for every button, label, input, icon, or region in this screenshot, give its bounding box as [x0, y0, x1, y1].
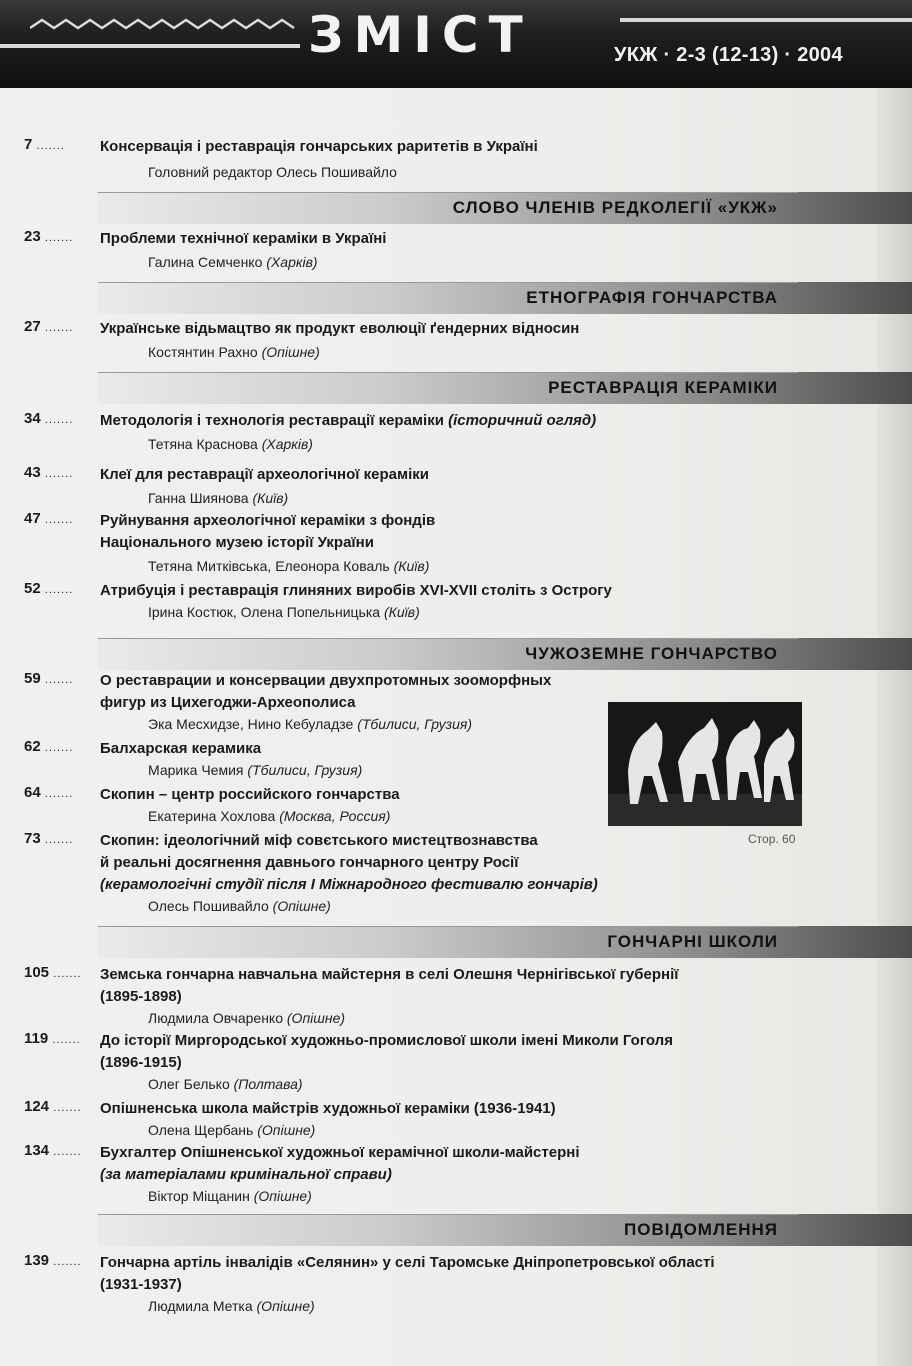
page-number: 62 .......	[24, 738, 74, 755]
section-label: ГОНЧАРНІ ШКОЛИ	[607, 932, 778, 951]
page-number: 47 .......	[24, 510, 74, 527]
page-number: 73 .......	[24, 830, 74, 847]
section-header	[98, 638, 912, 670]
entry-title: До історії Миргородської художньо-промислової школи імені Миколи Гоголя (1896-1915)	[100, 1032, 673, 1071]
page-number: 64 .......	[24, 784, 74, 801]
page-number: 105 .......	[24, 964, 82, 981]
entry-title: Балхарская керамика	[100, 740, 262, 757]
entry-author: Эка Месхидзе, Нино Кебуладзе (Тбилиси, Грузия)	[148, 716, 473, 732]
entry-author: Ірина Костюк, Олена Попельницька (Київ)	[148, 604, 420, 620]
entry-title: Опішненська школа майстрів художньої кераміки (1936-1941)	[100, 1100, 556, 1117]
page-number: 124 .......	[24, 1098, 82, 1115]
entry-author: Людмила Метка (Опішне)	[148, 1298, 315, 1314]
entry-author: Головний редактор Олесь Пошивайло	[148, 164, 397, 180]
entry-title: Клеї для реставрації археологічної кераміки	[100, 466, 430, 483]
entry-author: Віктор Міщанин (Опішне)	[148, 1188, 312, 1204]
entry-title: Атрибуція і реставрація глиняних виробів XVI-XVII століть з Острогу	[100, 582, 612, 599]
entry-title: Гончарна артіль інвалідів «Селянин» у селі Таромське Дніпропетровської області (1931-1937)	[100, 1254, 715, 1293]
entry-author: Олег Белько (Полтава)	[148, 1076, 303, 1092]
page-number: 52 .......	[24, 580, 74, 597]
page-number: 119 .......	[24, 1030, 81, 1047]
section-header	[98, 192, 912, 224]
zoomorphic-figures-photo	[608, 702, 802, 826]
section-label: ЕТНОГРАФІЯ ГОНЧАРСТВА	[526, 288, 778, 307]
page-title: ЗМІСТ	[308, 6, 533, 64]
entry-title: Бухгалтер Опішненської художньої керамічної школи-майстерні (за матеріалами кримінальної справи)	[100, 1144, 580, 1183]
page-number: 43 .......	[24, 464, 74, 481]
page-number: 134 .......	[24, 1142, 82, 1159]
entry-title: Земська гончарна навчальна майстерня в селі Олешня Чернігівської губернії (1895-1898)	[100, 966, 679, 1005]
page-number: 27 .......	[24, 318, 74, 335]
entry-author: Тетяна Краснова (Харків)	[148, 436, 313, 452]
section-label: ЧУЖОЗЕМНЕ ГОНЧАРСТВО	[525, 644, 778, 663]
entry-author: Екатерина Хохлова (Москва, Россия)	[148, 808, 391, 824]
entry-author: Ганна Шиянова (Київ)	[148, 490, 289, 506]
entry-title: Скопин – центр российского гончарства	[100, 786, 400, 803]
section-header	[98, 926, 912, 958]
entry-author: Костянтин Рахно (Опішне)	[148, 344, 320, 360]
entry-author: Марика Чемия (Тбилиси, Грузия)	[148, 762, 363, 778]
page-number: 23 .......	[24, 228, 74, 245]
page-number: 7 .......	[24, 136, 65, 153]
entry-author: Тетяна Митківська, Елеонора Коваль (Київ)	[148, 558, 430, 574]
page-number: 59 .......	[24, 670, 74, 687]
photo-caption: Стор. 60	[748, 832, 796, 846]
entry-title: Проблеми технічної кераміки в Україні	[100, 230, 387, 247]
section-header	[98, 372, 912, 404]
entry-title: О реставрации и консервации двухпротомных зооморфных фигур из Цихегоджи-Археополиса	[100, 672, 552, 711]
entry-title: Руйнування археологічної кераміки з фондів Національного музею історії України	[100, 512, 436, 551]
entry-title: Українське відьмацтво як продукт еволюції ґендерних відносин	[100, 320, 580, 337]
entry-title: Скопин: ідеологічний міф совєтського мистецтвознавства й реальні досягнення давнього гончарного центру Росії (керамологічні студії після І Міжнародного фестивалю гончарів)	[100, 832, 598, 893]
page-number: 34 .......	[24, 410, 74, 427]
entry-title: Методологія і технологія реставрації кераміки (історичний огляд)	[100, 412, 597, 429]
section-header	[98, 282, 912, 314]
entry-title: Консервація і реставрація гончарських раритетів в Україні	[100, 138, 538, 155]
section-header	[98, 1214, 912, 1246]
entry-author: Людмила Овчаренко (Опішне)	[148, 1010, 346, 1026]
section-label: ПОВІДОМЛЕННЯ	[624, 1220, 778, 1239]
section-label: СЛОВО ЧЛЕНІВ РЕДКОЛЕГІЇ «УКЖ»	[452, 198, 778, 217]
section-label: РЕСТАВРАЦІЯ КЕРАМІКИ	[548, 378, 778, 397]
clay-figures-image	[608, 702, 802, 826]
issue-label: УКЖ · 2-3 (12-13) · 2004	[614, 44, 843, 66]
entry-author: Олена Щербань (Опішне)	[148, 1122, 316, 1138]
entry-author: Галина Семченко (Харків)	[148, 254, 318, 270]
page-number: 139 .......	[24, 1252, 82, 1269]
entry-author: Олесь Пошивайло (Опішне)	[148, 898, 331, 914]
